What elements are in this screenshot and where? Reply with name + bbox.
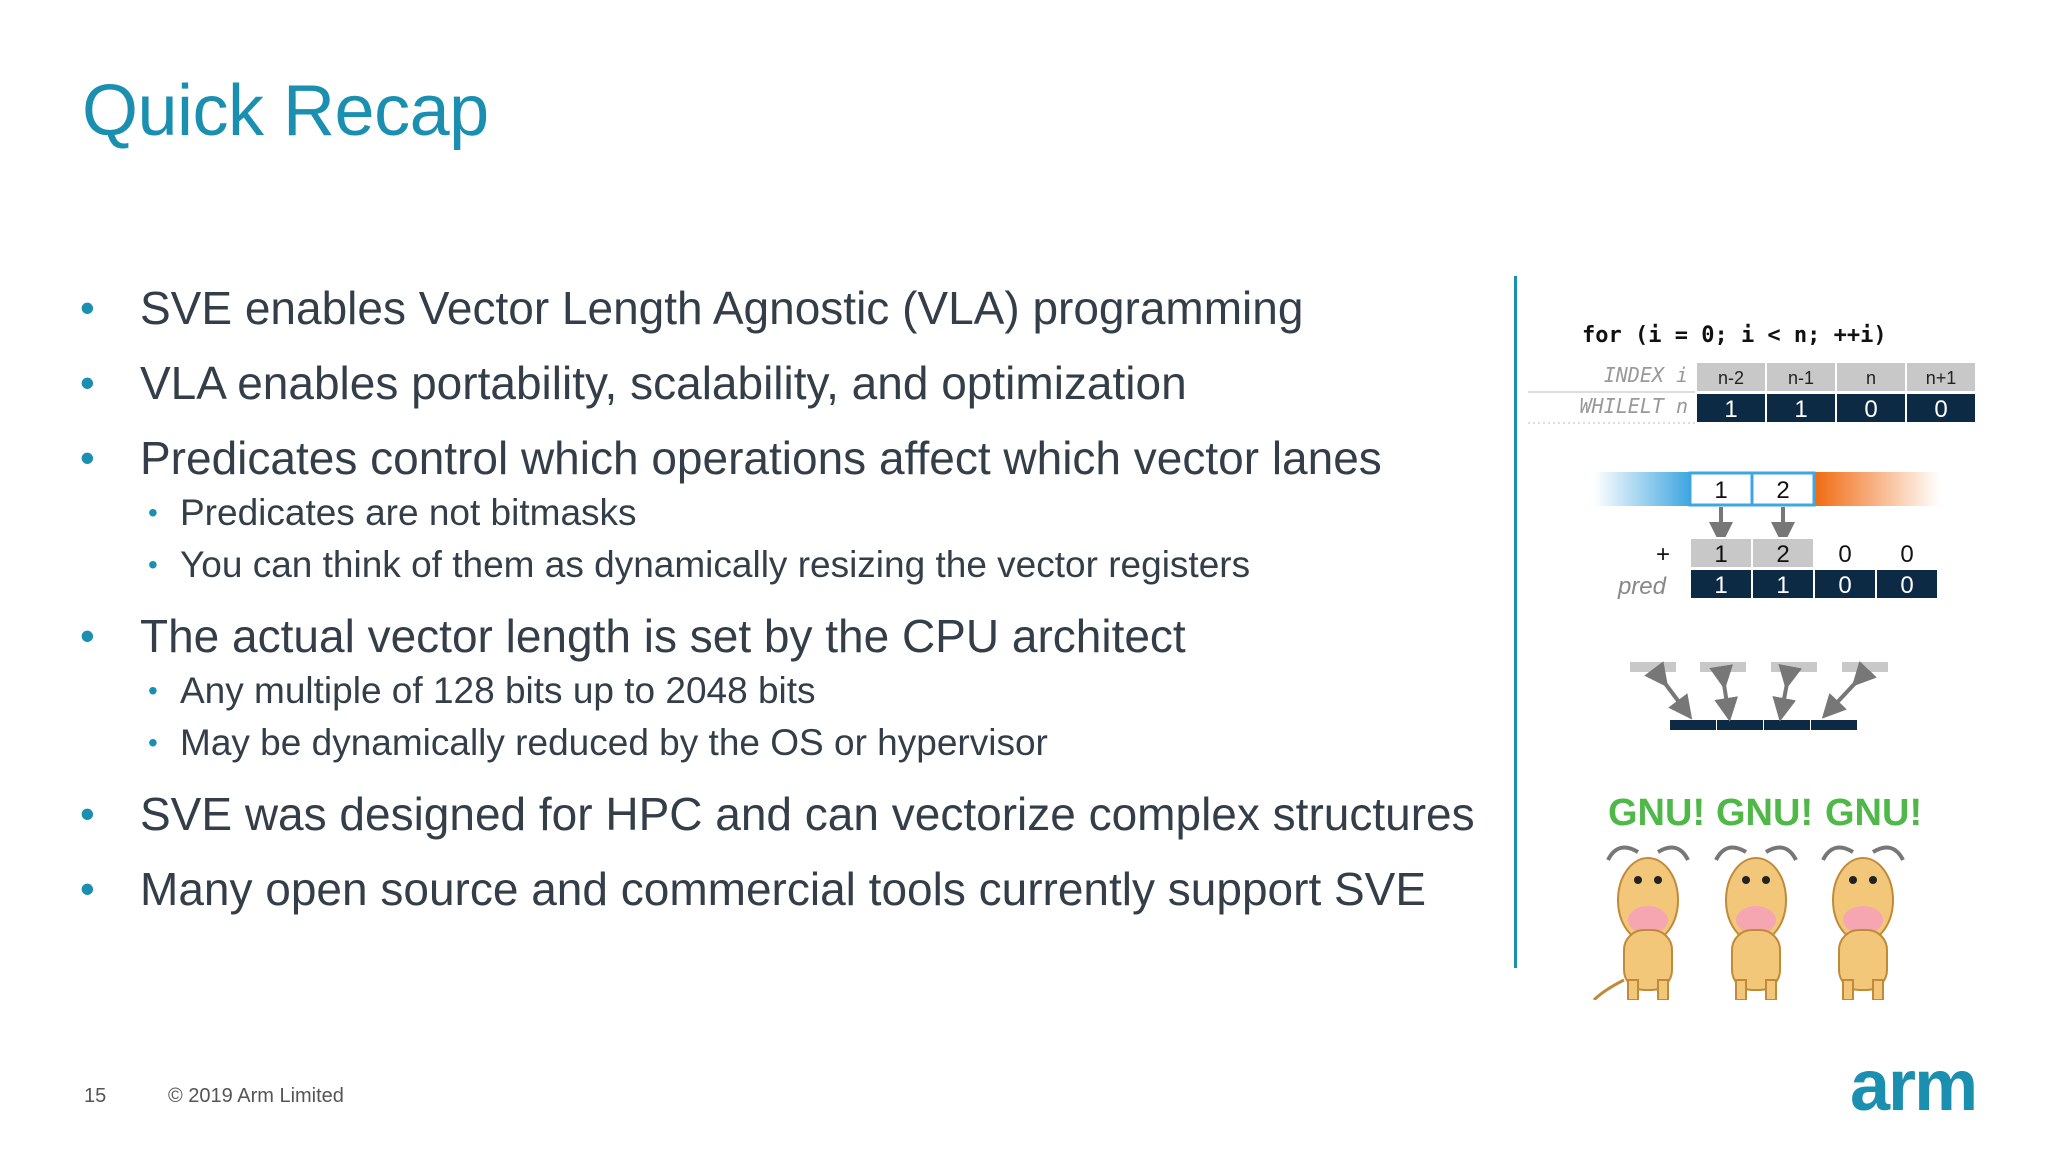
bullet-dot-icon: • [80, 865, 95, 912]
bullet-item [80, 428, 1500, 488]
bullet-text: Predicates are not bitmasks [180, 492, 637, 533]
memory-slot [1842, 662, 1888, 672]
bullet-dot-icon: • [80, 790, 95, 837]
vector-bar-left [1594, 472, 1690, 506]
pred-row [1690, 569, 1938, 599]
bullet-dot-icon: • [148, 549, 158, 580]
register-lane [1717, 720, 1763, 730]
gnu-shout: GNU! [1716, 792, 1814, 834]
bullet-dot-icon: • [80, 359, 95, 406]
bullet-text: Many open source and commercial tools currently support SVE [140, 863, 1427, 915]
copyright: © 2019 Arm Limited [168, 1085, 344, 1107]
bullet-text: You can think of them as dynamically resizing the vector registers [180, 544, 1251, 585]
arm-logo: arm [1850, 1046, 1977, 1126]
memory-slot [1771, 662, 1817, 672]
vector-bar-right [1814, 472, 1940, 506]
whilelt-cell-text: 1 [1724, 396, 1738, 423]
bullet-text: May be dynamically reduced by the OS or hypervisor [180, 722, 1048, 763]
bullet-item [80, 784, 1500, 859]
gnu-icon [1716, 848, 1796, 1001]
bullet-list [80, 278, 1500, 934]
bullet-item [80, 606, 1500, 666]
bullet-dot-icon: • [80, 284, 95, 331]
sub-bullet-item [80, 666, 1500, 718]
vector-register-bar [1594, 472, 1940, 506]
gnu-icon [1823, 848, 1903, 1001]
index-cell-text: n [1865, 368, 1877, 388]
sve-diagram [1520, 300, 2040, 1000]
bullet-item [80, 859, 1500, 934]
vertical-divider [1514, 276, 1517, 968]
gnu-shout: GNU! [1608, 792, 1706, 834]
whilelt-label: WHILELT n [1579, 394, 1688, 418]
gnu-cartoon [1594, 792, 1922, 1000]
bullet-dot-icon: • [80, 612, 95, 659]
gather-scatter-diagram [1630, 662, 1888, 730]
bullet-text: SVE was designed for HPC and can vectorize complex structures [140, 788, 1475, 840]
plus-sign: + [1655, 541, 1670, 568]
whilelt-cell-text: 1 [1794, 396, 1808, 423]
register-lane [1670, 720, 1716, 730]
page-number: 15 [84, 1085, 107, 1107]
pred-cell-text: 1 [1776, 572, 1790, 599]
slide-title: Quick Recap [82, 71, 489, 151]
register-lane [1764, 720, 1810, 730]
pred-cell-text: 0 [1838, 572, 1852, 599]
pred-cell-text: 1 [1714, 572, 1728, 599]
bullet-text: Predicates control which operations affect which vector lanes [140, 432, 1382, 484]
gnu-icon [1594, 848, 1688, 1001]
pred-cell-text: 0 [1900, 572, 1914, 599]
sub-bullet-item [80, 540, 1500, 606]
sum-cell-text: 1 [1714, 541, 1728, 568]
gnu-shout: GNU! [1825, 792, 1923, 834]
sum-cell-text: 0 [1900, 541, 1914, 568]
vector-cell-text: 2 [1776, 477, 1790, 504]
sum-cell-text: 2 [1776, 541, 1790, 568]
bullet-text: Any multiple of 128 bits up to 2048 bits [180, 670, 816, 711]
bullet-dot-icon: • [148, 675, 158, 706]
bullet-text: VLA enables portability, scalability, and optimization [140, 357, 1187, 409]
whilelt-cell-text: 0 [1864, 396, 1878, 423]
double-arrow-icon [1661, 678, 1685, 710]
double-arrow-icon [1723, 678, 1728, 710]
bullet-dot-icon: • [148, 727, 158, 758]
index-cell-text: n-1 [1787, 368, 1815, 388]
memory-slot [1630, 662, 1676, 672]
sum-cell-text: 0 [1838, 541, 1852, 568]
sub-bullet-item [80, 718, 1500, 784]
sub-bullet-item [80, 488, 1500, 540]
bullet-dot-icon: • [148, 497, 158, 528]
memory-slot [1700, 662, 1746, 672]
bullet-text: The actual vector length is set by the CPU architect [140, 610, 1186, 662]
register-lane [1811, 720, 1857, 730]
whilelt-row [1696, 393, 1976, 423]
bullet-dot-icon: • [80, 434, 95, 481]
vector-cell-text: 1 [1714, 477, 1728, 504]
index-label: INDEX i [1603, 363, 1688, 387]
pred-label: pred [1617, 573, 1666, 600]
bullet-item [80, 353, 1500, 428]
loop-code: for (i = 0; i < n; ++i) [1582, 323, 1887, 348]
index-row [1696, 362, 1976, 392]
index-cell-text: n-2 [1717, 368, 1745, 388]
double-arrow-icon [1830, 678, 1860, 710]
sum-row [1690, 538, 1914, 568]
whilelt-cell-text: 0 [1934, 396, 1948, 423]
double-arrow-icon [1782, 678, 1788, 710]
bullet-item [80, 278, 1500, 353]
index-cell-text: n+1 [1925, 368, 1957, 388]
bullet-text: SVE enables Vector Length Agnostic (VLA) programming [140, 282, 1304, 334]
